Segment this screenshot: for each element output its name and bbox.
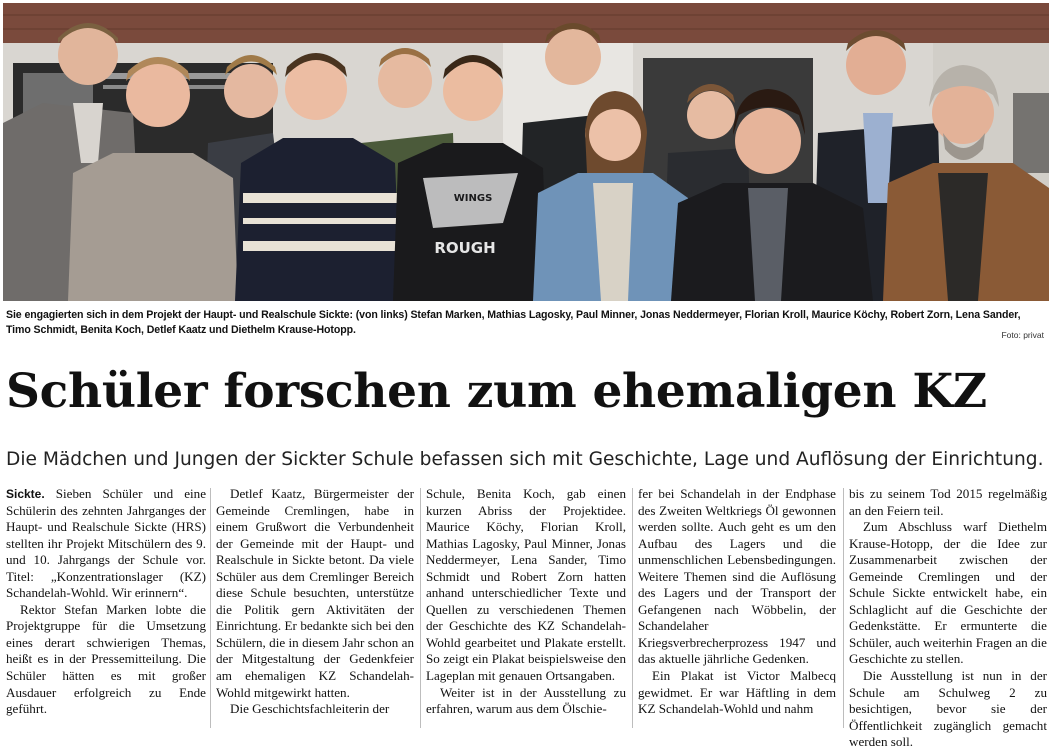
column-divider <box>210 488 211 728</box>
article-headline: Schüler forschen zum ehemaligen KZ <box>6 364 987 419</box>
article-paragraph: Rektor Stefan Marken lobte die Projektgruppe für die Umsetzung eines derart schwierigen Themas, heißt es in der Pressemitteilung. Die Schüler hätten es mit großer Ausdauer erfolgreich zu Ende geführt. <box>6 601 206 717</box>
article-column-4 <box>638 486 836 732</box>
shirt-print-rough: ROUGH <box>434 239 496 257</box>
article-column-5 <box>849 486 1047 750</box>
shirt-print-wings: WINGS <box>453 193 493 204</box>
photo-credit: Foto: privat <box>1001 330 1044 340</box>
article-paragraph: fer bei Schandelah in der Endphase des Zweiten Weltkriegs Öl gewonnen werden sollte. Auch geht es um den Aufbau des Lagers und die unmenschlichen Lebensbedingungen. Weitere Themen sind die Auflösung des Lagers und der Transport der Gefangenen nach Wöbbelin, der Schandelaher Kriegsverbrecherprozess 1947 und das aktuelle jährliche Gedenken. <box>638 486 836 667</box>
group-photo <box>3 3 1049 301</box>
dateline: Sickte. <box>6 487 45 501</box>
article-paragraph <box>6 486 206 602</box>
article-column-1 <box>6 486 206 732</box>
column-divider <box>632 488 633 728</box>
article-paragraph: Schule, Benita Koch, gab einen kurzen Abriss der Projektidee. Maurice Köchy, Florian Kroll, Mathias Lagosky, Paul Minner, Jonas Neddermeyer, Lena Sander, Timo Schmidt und Robert Zorn hatten anhand unterschiedlicher Texte und Quellen zu verschiedenen Themen der Geschichte des KZ Schandelah-Wohld gearbeitet und Plakate erstellt. So zeigt ein Plakat beispielsweise den Lageplan mit genauen Ortsangaben. <box>426 486 626 684</box>
article-column-3 <box>426 486 626 732</box>
article-paragraph: bis zu seinem Tod 2015 regelmäßig an den Feiern teil. <box>849 486 1047 518</box>
article-paragraph: Weiter ist in der Ausstellung zu erfahren, warum aus dem Ölschie- <box>426 684 626 717</box>
article-paragraph: Zum Abschluss warf Diethelm Krause-Hotopp, der die Idee zur Zusammenarbeit zwischen der Gemeinde Cremlingen und der Schule Sickte entwickelt habe, ein Schlaglicht auf die Geschichte der Gedenkstätte. Er ermunterte die Schüler, auch weiterhin Fragen an die Geschichte zu stellen. <box>849 519 1047 667</box>
group-photo-illustration <box>3 3 1049 301</box>
article-column-2 <box>216 486 414 732</box>
article-paragraph: Die Ausstellung ist nun in der Schule am Schulweg 2 zu besichtigen, bevor sie der Öffentlichkeit zugänglich gemacht werden soll. <box>849 668 1047 750</box>
article-subheadline: Die Mädchen und Jungen der Sickter Schule befassen sich mit Geschichte, Lage und Auflösung der Einrichtung. <box>6 449 1044 470</box>
column-divider <box>843 488 844 728</box>
article-paragraph: Die Geschichtsfachleiterin der <box>230 701 390 717</box>
article-paragraph: Ein Plakat ist Victor Malbecq gewidmet. Er war Häftling in dem KZ Schandelah-Wohld und nahm <box>638 668 836 717</box>
photo-caption: Sie engagierten sich in dem Projekt der Haupt- und Realschule Sickte: (von links) Stefan Marken, Mathias Lagosky, Paul Minner, Jonas Neddermeyer, Florian Kroll, Maurice Köchy, Robert Zorn, Lena Sander, Timo Schmidt, Benita Koch, Detlef Kaatz und Diethelm Krause-Hotopp. <box>6 309 1021 336</box>
paragraph-text: Sieben Schüler und eine Schülerin des zehnten Jahrganges der Haupt- und Realschule Sickte (HRS) stellten ihr Projekt Mitschülern des 9. und 10. Jahrgangs der Schule vor. Titel: „Konzentrationslager (KZ) Schandelah-Wohld. Wir erinnern“. <box>6 486 207 601</box>
column-divider <box>420 488 421 728</box>
article-paragraph: Detlef Kaatz, Bürgermeister der Gemeinde Cremlingen, habe in einem Grußwort die Verbundenheit der Gemeinde mit der Haupt- und Realschule in Sickte betont. Da viele Schüler aus dem Cremlinger Bereich diese Schule besuchten, unterstütze die Politik gern Aktivitäten der Einrichtung. Er bedankte sich bei den Schülern, die in diesem Jahr schon an der Mitgestaltung der Gedenkfeier am ehemaligen KZ Schandelah-Wohld mitgewirkt hatten. <box>216 486 414 700</box>
